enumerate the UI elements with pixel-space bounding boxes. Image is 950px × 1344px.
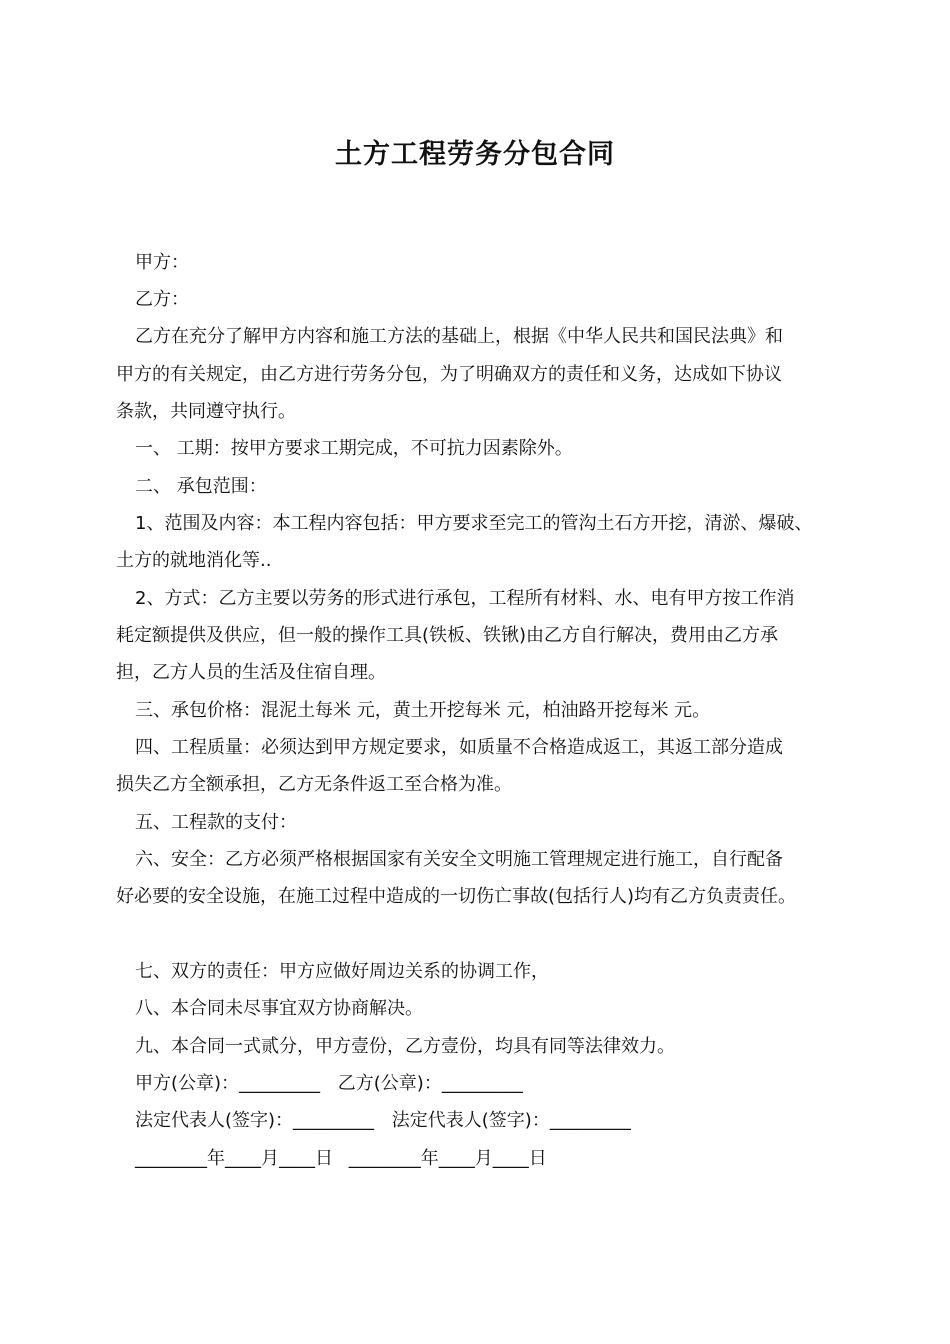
clause-3: 三、承包价格：混泥土每米 元，黄土开挖每米 元，柏油路开挖每米 元。 xyxy=(135,700,711,721)
party-b-representative-field: 法定代表人(签字)：_________ xyxy=(391,1110,631,1131)
clause-2-2-line-2: 耗定额提供及供应，但一般的操作工具(铁板、铁锹)由乙方自行解决，费用由乙方承 xyxy=(116,625,779,646)
clause-2-2-line-3: 担，乙方人员的生活及住宿自理。 xyxy=(116,662,386,683)
preamble-line-1: 乙方在充分了解甲方内容和施工方法的基础上，根据《中华人民共和国民法典》和 xyxy=(135,326,783,347)
clause-4-line-1: 四、工程质量：必须达到甲方规定要求，如质量不合格造成返工，其返工部分造成 xyxy=(135,737,783,758)
date-row xyxy=(135,1147,547,1171)
representative-row xyxy=(135,1109,631,1133)
party-a-seal-field: 甲方(公章)：_________ xyxy=(135,1073,321,1094)
clause-2-1-line-2: 土方的就地消化等.. xyxy=(116,550,272,571)
party-a-date-field: ________年____月____日 xyxy=(135,1148,333,1169)
clause-7: 七、双方的责任：甲方应做好周边关系的协调工作， xyxy=(135,961,549,982)
clause-1: 一、 工期：按甲方要求工期完成，不可抗力因素除外。 xyxy=(135,438,573,459)
party-a-line: 甲方： xyxy=(135,252,189,273)
party-b-line: 乙方： xyxy=(135,289,189,310)
clause-2: 二、 承包范围： xyxy=(135,476,267,497)
preamble-line-2: 甲方的有关规定，由乙方进行劳务分包，为了明确双方的责任和义务，达成如下协议 xyxy=(116,364,782,385)
clause-9: 九、本合同一式贰分，甲方壹份，乙方壹份，均具有同等法律效力。 xyxy=(135,1036,675,1057)
clause-2-1-line-1: 1、范围及内容：本工程内容包括：甲方要求至完工的管沟土石方开挖，清淤、爆破、 xyxy=(135,513,813,534)
clause-5: 五、工程款的支付： xyxy=(135,812,297,833)
clause-6-line-2: 好必要的安全设施，在施工过程中造成的一切伤亡事故(包括行人)均有乙方负责责任。 xyxy=(116,886,797,907)
clause-6-line-1: 六、安全：乙方必须严格根据国家有关安全文明施工管理规定进行施工，自行配备 xyxy=(135,849,783,870)
clause-8: 八、本合同未尽事宜双方协商解决。 xyxy=(135,998,423,1019)
seal-row xyxy=(135,1072,523,1096)
clause-2-2-line-1: 2、方式：乙方主要以劳务的形式进行承包，工程所有材料、水、电有甲方按工作消 xyxy=(135,588,795,609)
clause-4-line-2: 损失乙方全额承担，乙方无条件返工至合格为准。 xyxy=(116,774,512,795)
party-b-date-field: ________年____月____日 xyxy=(348,1148,547,1169)
party-b-seal-field: 乙方(公章)：_________ xyxy=(337,1073,523,1094)
document-title: 土方工程劳务分包合同 xyxy=(335,139,615,170)
party-a-representative-field: 法定代表人(签字)：_________ xyxy=(135,1110,375,1131)
preamble-line-3: 条款，共同遵守执行。 xyxy=(116,401,296,422)
